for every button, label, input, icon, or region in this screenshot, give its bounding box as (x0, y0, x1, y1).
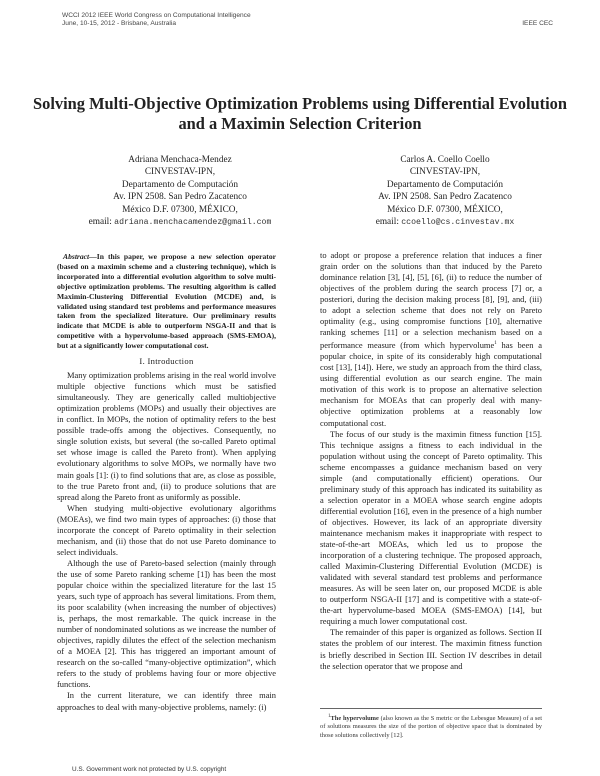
paragraph: Many optimization problems arising in the real world involve multiple objective functions which must be satisfied simultaneously. They are generically called multiobjective optimization problems (MOPs) and usually their objectives are in conflict. In MOPs, the notion of optimality refers to the best possible trade-offs among the objectives. Consequently, no single solution exists, but several (the so-called Pareto optimal set whose image is called the Pareto front). When applying evolutionary algorithms to solve MOPs, we normally have two main goals [1]: (i) to find solutions that are, as close as possible, to the true Pareto front and, (ii) to produce solutions that are spread along the Pareto front as uniformly as possible. (57, 370, 276, 502)
author-block-1 (55, 154, 305, 229)
author-address: Av. IPN 2508. San Pedro Zacatenco (113, 192, 247, 203)
author-city: México D.F. 07300, MÉXICO, (122, 204, 238, 215)
paragraph-text: to adopt or propose a preference relation that induces a finer grain order on the solutions than that induced by the Pareto dominance relation [3], [4], [5], [6], (ii) to reduce the number of objectives of the problem during the search process [7] or, a posteriori, during the decision making process [8], [9], and, (iii) to adopt a selection scheme that does not rely on Pareto optimality (e.g., using compromise functions [10], alternative ranking schemes [11] or a selection mechanism based on a performance measure (from which hypervolume (320, 250, 542, 351)
abstract-label: Abstract (63, 252, 90, 261)
conference-name: WCCI 2012 IEEE World Congress on Computational Intelligence (62, 12, 251, 19)
abstract (57, 252, 276, 351)
author-org: CINVESTAV-IPN, (409, 167, 481, 178)
footnote-text: (also known as the S metric or the Lebesgue Measure) of a set of solutions measures the size of the portion of objective space that is dominated by those solutions collectively [12]. (320, 715, 542, 739)
author-name: Adriana Menchaca-Mendez (128, 155, 232, 165)
left-column (57, 252, 276, 713)
footnote (320, 713, 542, 740)
author-address: Av. IPN 2508. San Pedro Zacatenco (378, 192, 512, 203)
conference-dates: June, 10-15, 2012 - Brisbane, Australia (62, 20, 176, 27)
footnote-term: The hypervolume (330, 715, 379, 723)
paragraph: Although the use of Pareto-based selection (mainly through the use of some Pareto ranking scheme [1]) has been the most popular choice within the specialized literature for the last 15 years, such type of approach has several limitations. From them, its poor scalability (when increasing the number of objectives) is, perhaps, the most remarkable. The quick increase in the number of nondominated solutions as we increase the number of objectives, rapidly dilutes the effect of the selection mechanism of a MOEA [2]. This has triggered an important amount of research on the so-called “many-objective optimization”, which refers to the study of problems having four or more objective functions. (57, 557, 276, 690)
author-block-2 (320, 154, 570, 229)
author-email-line (320, 216, 570, 229)
author-org: CINVESTAV-IPN, (144, 167, 216, 178)
author-name: Carlos A. Coello Coello (400, 155, 490, 165)
paragraph: The remainder of this paper is organized as follows. Section II states the problem of our interest. The maximin fitness function is briefly described in Section III. Section IV describes in detail the selection operator that we propose and (320, 627, 542, 671)
paragraph-text: has been a popular choice, in spite of its considerably high computational cost [13], [14]). Here, we study an approach from the third class, using differential evolution as our search engine. The main motivation of this work is to propose an alternative selection mechanism for MOEAs that can properly deal with many-objective optimization problems at a reasonably low computational cost. (320, 340, 543, 428)
author-email[interactable]: ccoello@cs.cinvestav.mx (401, 218, 515, 228)
author-email-line (55, 216, 305, 229)
footnotes (320, 708, 542, 740)
paragraph: In the current literature, we can identify three main approaches to deal with many-objective problems, namely: (i) (57, 690, 276, 712)
author-email[interactable]: adriana.menchacamendez@gmail.com (114, 218, 272, 228)
author-dept: Departamento de Computación (121, 179, 239, 190)
abstract-text: —In this paper, we propose a new selection operator (based on a maximin scheme and a clustering technique), which is incorporated into a differential evolution algorithm to solve multi-objective optimization problems. The resulting algorithm is called Maximin-Clustering Differential Evolution (MCDE) and, is validated using standard test problems and performance measures taken from the specialized literature. Our preliminary results indicate that MCDE is able to outperform NSGA-II and that is competitive with a hypervolume-based approach (SMS-EMOA), but at a significantly lower computational cost. (57, 252, 276, 351)
email-label: email: (375, 217, 399, 228)
paragraph: The focus of our study is the maximin fitness function [15]. This technique assigns a fitness to each individual in the population without using the concept of Pareto optimality. This scheme encompasses a guidance mechanism based on very simple (and computationally efficient) operations. Our preliminary study of this approach has indicated its suitability as a selection operator in a MOEA whose search engine adopts differential evolution [16], even in the presence of a high number of objectives. However, its lack of an appropriate diversity maintenance mechanism makes it inappropriate with respect to state-of-the-art MOEAs, which led us to propose the incorporation of a clustering technique. The proposed approach, called Maximin-Clustering Differential Evolution (MCDE) is validated with several standard test problems and performance measures. As will be seen later on, our proposed MCDE is able to outperform NSGA-II [17] and is competitive with a state-of-the-art hypervolume-based MOEA (SMS-EMOA) [14], but requiring a much lower computational cost. (320, 428, 542, 627)
section-heading-introduction: I. Introduction (139, 356, 194, 367)
copyright-notice: U.S. Government work not protected by U.S. copyright (72, 766, 227, 773)
track-label: IEEE CEC (522, 20, 553, 27)
footnote-mark: 1 (328, 714, 331, 719)
paragraph: When studying multi-objective evolutionary algorithms (MOEAs), we find two main types of approaches: (i) those that incorporate the concept of Pareto optimality in their selection mechanism, and (ii) those that do not use Pareto dominance to select individuals. (57, 502, 276, 557)
conference-header (62, 12, 251, 28)
author-dept: Departamento de Computación (386, 179, 504, 190)
paragraph (320, 250, 542, 429)
footnote-ref[interactable]: 1 (494, 341, 497, 347)
email-label: email: (88, 217, 112, 228)
right-column (320, 250, 542, 672)
paper-title: Solving Multi-Objective Optimization Problems using Differential Evolution and a Maximin Selection Criterion (33, 94, 567, 133)
author-city: México D.F. 07300, MÉXICO, (387, 204, 503, 215)
